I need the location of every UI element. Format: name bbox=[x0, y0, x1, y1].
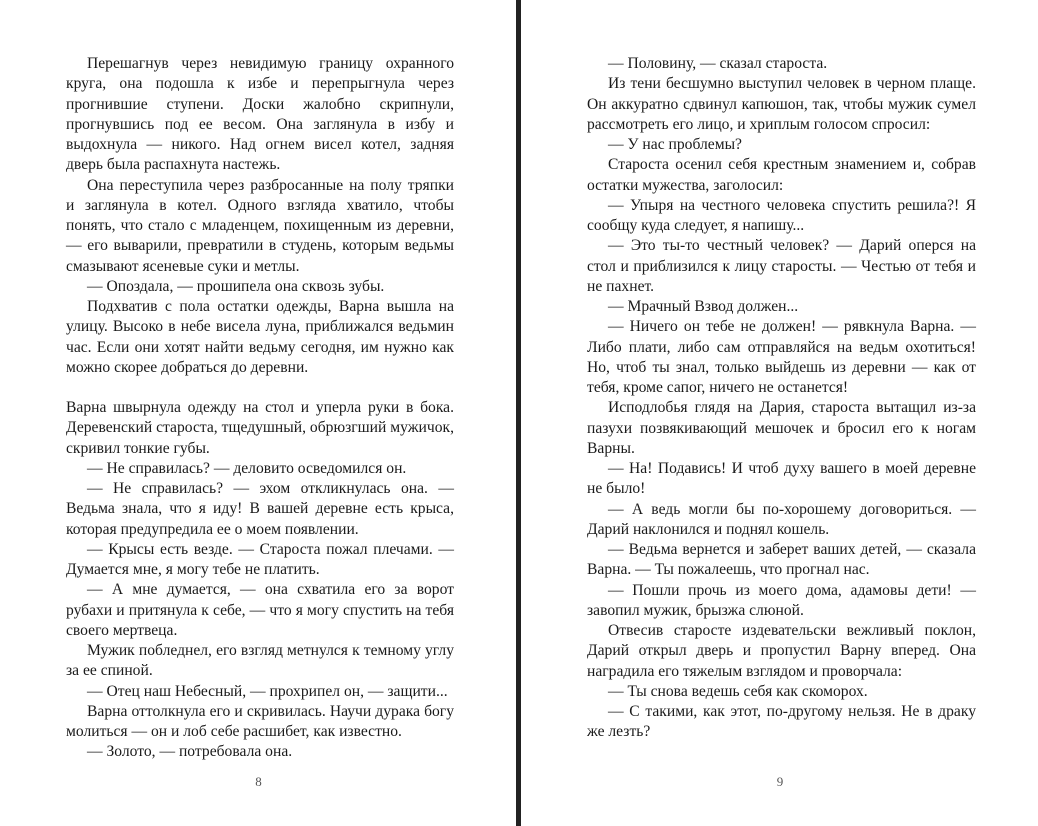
paragraph: Из тени бесшумно выступил человек в черном плаще. Он аккуратно сдвинул капюшон, так, чтобы мужик сумел рассмотреть его лицо, и хриплым голосом спросил: bbox=[587, 75, 976, 133]
paragraph: — Не справилась? — эхом откликнулась она. — Ведьма знала, что я иду! В вашей деревне есть крыса, которая предупредила ее о моем появлении. bbox=[66, 480, 454, 538]
paragraph: Варна швырнула одежду на стол и уперла руки в бока. Деревенский староста, тщедушный, обрюзгший мужичок, скривил тонкие губы. bbox=[66, 399, 454, 457]
paragraph: Староста осенил себя крестным знамением и, собрав остатки мужества, заголосил: bbox=[587, 156, 976, 194]
paragraph: — Отец наш Небесный, — прохрипел он, — защити... bbox=[87, 682, 448, 700]
paragraph: Отвесив старосте издевательски вежливый поклон, Дарий открыл дверь и пропустил Варну вперед. Она наградила его тяжелым взглядом и проворчала: bbox=[587, 622, 976, 680]
paragraph: Перешагнув через невидимую границу охранного круга, она подошла к избе и перепрыгнула через прогнившие ступени. Доски жалобно скрипнули, прогнувшись под ее весом. Она заглянула в избу и выдохнула — никого. Над огнем висел котел, задняя дверь была распахнута настежь. bbox=[66, 55, 454, 174]
paragraph: — Пошли прочь из моего дома, адамовы дети! — завопил мужик, брызжа слюной. bbox=[587, 581, 976, 619]
right-page-text bbox=[587, 54, 976, 743]
page-number: 8 bbox=[255, 774, 262, 789]
paragraph: — Мрачный Взвод должен... bbox=[608, 298, 799, 315]
paragraph: — Не справилась? — деловито осведомился он. bbox=[87, 459, 407, 477]
paragraph: — Ничего он тебе не должен! — рявкнула Варна. — Либо плати, либо сам отправляйся на ведьм охотиться! Но, чтоб ты знал, только выйдешь из деревни — как от тебя, кроме сапог, ничего не останется! bbox=[587, 318, 976, 396]
paragraph: — С такими, как этот, по-другому нельзя. Не в драку же лезть? bbox=[587, 703, 976, 741]
left-page bbox=[0, 0, 517, 826]
paragraph: Исподлобья глядя на Дария, староста вытащил из-за пазухи позвякивающий мешочек и бросил его к ногам Варны. bbox=[587, 399, 976, 457]
paragraph: — Ты снова ведешь себя как скоморох. bbox=[608, 682, 868, 700]
paragraph: — Опоздала, — прошипела она сквозь зубы. bbox=[87, 277, 385, 295]
paragraph: — У нас проблемы? bbox=[608, 136, 742, 153]
paragraph: — А мне думается, — она схватила его за ворот рубахи и притянула к себе, — что я могу спустить на тебя своего мертвеца. bbox=[66, 581, 454, 639]
right-page bbox=[522, 0, 1038, 826]
book-spine bbox=[516, 0, 521, 826]
paragraph: Она переступила через разбросанные на полу тряпки и заглянула в котел. Одного взгляда хватило, чтобы понять, что стало с младенцем, похищенным из деревни, — его выварили, превратили в студень, которым ведьмы смазывают ясеневые суки и метлы. bbox=[66, 176, 454, 275]
paragraph: — На! Подавись! И чтоб духу вашего в моей деревне не было! bbox=[587, 460, 976, 498]
left-page-text bbox=[66, 54, 454, 763]
paragraph: — Ведьма вернется и заберет ваших детей, — сказала Варна. — Ты пожалеешь, что прогнал нас. bbox=[587, 541, 976, 579]
paragraph: Подхватив с пола остатки одежды, Варна вышла на улицу. Высоко в небе висела луна, приближался ведьмин час. Если они хотят найти ведьму сегодня, им нужно как можно скорее добраться до деревни. bbox=[66, 298, 454, 376]
paragraph: Варна оттолкнула его и скривилась. Научи дурака богу молиться — он и лоб себе расшибет, как известно. bbox=[66, 702, 454, 740]
paragraph: — Золото, — потребовала она. bbox=[87, 743, 293, 761]
paragraph: Мужик побледнел, его взгляд метнулся к темному углу за ее спиной. bbox=[66, 642, 454, 680]
paragraph: — Половину, — сказал староста. bbox=[608, 55, 828, 72]
paragraph: — Крысы есть везде. — Староста пожал плечами. — Думается мне, я могу тебе не платить. bbox=[66, 540, 454, 578]
paragraph: — Это ты-то честный человек? — Дарий оперся на стол и приблизился к лицу старосты. — Честью от тебя и не пахнет. bbox=[587, 237, 976, 295]
page-number: 9 bbox=[776, 774, 784, 789]
paragraph: — Упыря на честного человека спустить решила?! Я сообщу куда следует, я напишу... bbox=[587, 196, 976, 234]
paragraph: — А ведь могли бы по-хорошему договориться. — Дарий наклонился и поднял кошель. bbox=[587, 500, 976, 538]
